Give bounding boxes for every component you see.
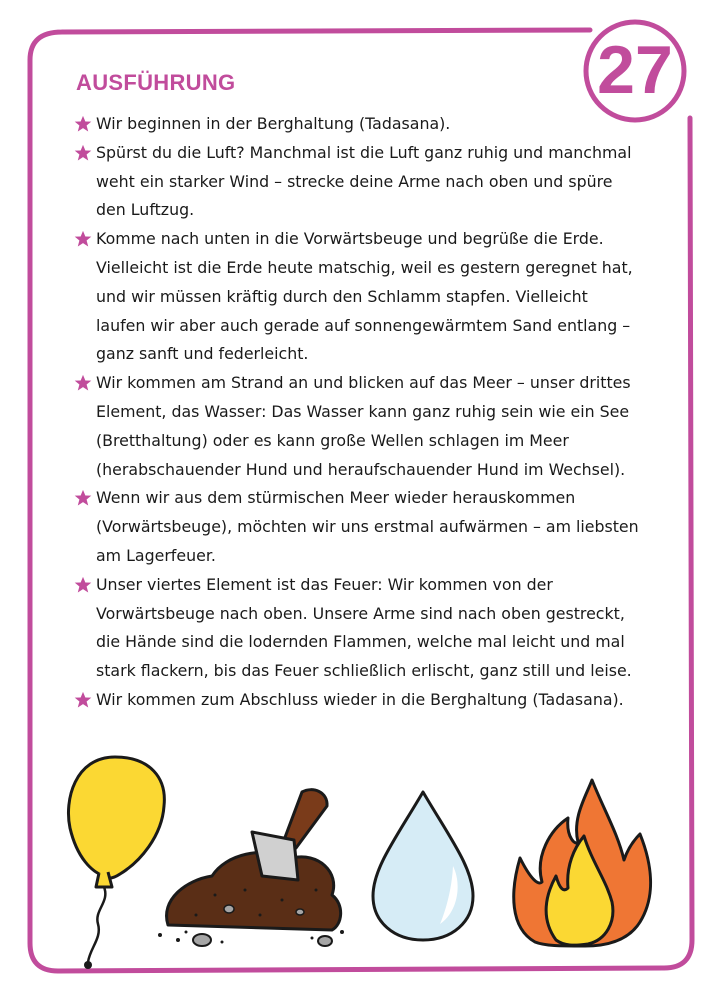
- instruction-step: [74, 225, 642, 369]
- elements-illustration: [0, 740, 709, 1004]
- star-bullet-icon: [74, 144, 92, 162]
- card-number: 27: [597, 32, 673, 108]
- step-text: Unser viertes Element ist das Feuer: Wir kommen von der Vorwärtsbeuge nach oben. Unsere Arme sind nach oben gestreckt, die Hände sind die lodernden Flammen, welche mal leicht und mal stark flackern, bis das Feuer schließlich erlischt, ganz still und leise.: [96, 574, 632, 681]
- water-drop-icon: [373, 792, 473, 940]
- star-bullet-icon: [74, 576, 92, 594]
- star-bullet-icon: [74, 115, 92, 133]
- flame-icon: [514, 780, 651, 946]
- section-title: AUSFÜHRUNG: [76, 70, 236, 95]
- step-text: Komme nach unten in die Vorwärtsbeuge und begrüße die Erde. Vielleicht ist die Erde heute matschig, weil es gestern geregnet hat, und wir müssen kräftig durch den Schlamm stapfen. Vielleicht laufen wir aber auch gerade auf sonnengewärmtem Sand entlang – ganz sanft und federleicht.: [96, 229, 633, 364]
- instruction-step: [74, 484, 642, 570]
- instruction-step: [74, 139, 642, 225]
- instruction-step: [74, 369, 642, 484]
- step-text: Wir kommen zum Abschluss wieder in die Berghaltung (Tadasana).: [96, 689, 624, 709]
- soil-shovel-icon: [158, 790, 344, 946]
- step-text: Wenn wir aus dem stürmischen Meer wieder herauskommen (Vorwärtsbeuge), möchten wir uns erstmal aufwärmen – am liebsten am Lagerfeuer.: [96, 488, 639, 565]
- star-bullet-icon: [74, 489, 92, 507]
- instruction-step: [74, 110, 642, 139]
- balloon-icon: [68, 757, 164, 969]
- instruction-step: [74, 571, 642, 686]
- star-bullet-icon: [74, 691, 92, 709]
- step-text: Spürst du die Luft? Manchmal ist die Luft ganz ruhig und manchmal weht ein starker Wind – strecke deine Arme nach oben und spüre den Luftzug.: [96, 142, 632, 220]
- instruction-list: [74, 110, 642, 715]
- step-text: Wir kommen am Strand an und blicken auf das Meer – unser drittes Element, das Wasser: Das Wasser kann ganz ruhig sein wie ein See (Bretthaltung) oder es kann große Wellen schlagen im Meer (herabschauender Hund und heraufschauender Hund im Wechsel).: [96, 373, 631, 479]
- star-bullet-icon: [74, 230, 92, 248]
- instruction-step: [74, 686, 642, 715]
- step-text: Wir beginnen in der Berghaltung (Tadasana).: [96, 114, 451, 133]
- star-bullet-icon: [74, 374, 92, 392]
